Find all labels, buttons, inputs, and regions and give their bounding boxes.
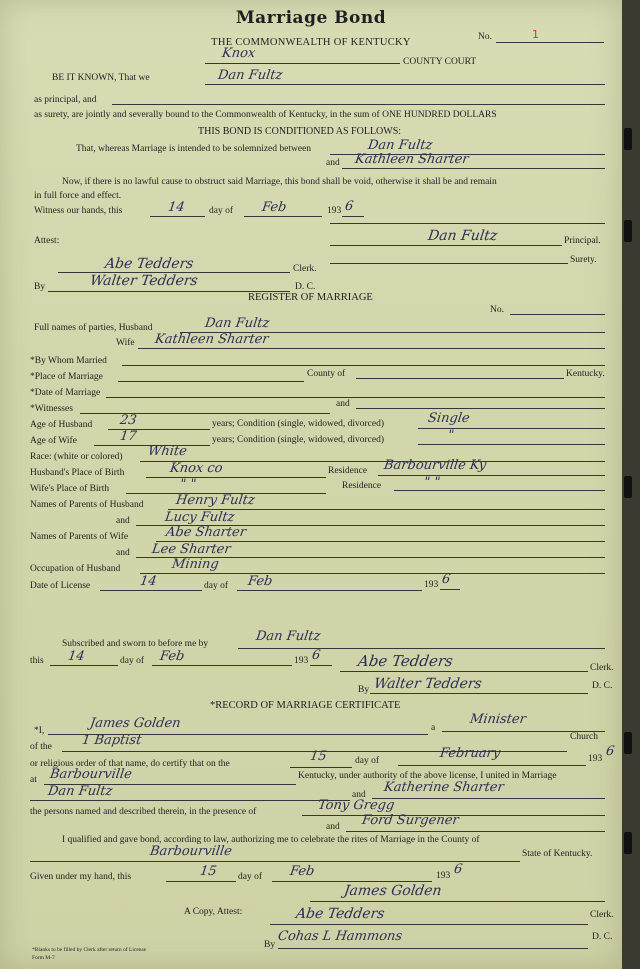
principal-label: Principal. (564, 236, 601, 246)
sworn-dc-label: D. C. (592, 681, 613, 691)
parents-husband-label: Names of Parents of Husband (30, 500, 144, 510)
sworn-clerk-label: Clerk. (590, 663, 614, 673)
cert-year-digit: 6 (604, 744, 616, 759)
given-day-of: day of (238, 872, 263, 882)
given-label: Given under my hand, this (30, 872, 132, 882)
full-force-text: in full force and effect. (34, 191, 122, 201)
witness-label: Witness our hands, this (34, 206, 123, 216)
copy-dc-label: D. C. (592, 932, 613, 942)
church-label: Church (570, 732, 598, 742)
bond-by-label: By (34, 282, 46, 292)
occupation-label: Occupation of Husband (30, 564, 121, 574)
register-heading: REGISTER OF MARRIAGE (248, 292, 373, 303)
given-month: Feb (288, 864, 316, 879)
cert-of-the-label: of the (30, 742, 52, 752)
husband-birthplace-label: Husband's Place of Birth (30, 468, 125, 478)
condition-wife-label: years; Condition (single, widowed, divorced) (212, 435, 385, 445)
sworn-year-digit: 6 (310, 648, 322, 663)
certificate-heading: *RECORD OF MARRIAGE CERTIFICATE (210, 700, 401, 711)
license-month: Feb (246, 574, 274, 589)
bond-party-one: Dan Fultz (366, 138, 434, 153)
age-husband-label: Age of Husband (30, 420, 93, 430)
sworn-this-label: this (30, 656, 44, 666)
county-name: Knox (220, 46, 257, 61)
commonwealth-heading: THE COMMONWEALTH OF KENTUCKY (211, 37, 411, 48)
kentucky-label: Kentucky. (566, 369, 605, 379)
cert-month: February (438, 746, 502, 761)
cert-witness-two: Ford Surgener (360, 813, 460, 828)
cert-witness-one: Tony Gregg (316, 798, 396, 813)
bond-clerk-label: Clerk. (293, 264, 317, 274)
bond-clerk-signature: Abe Tedders (103, 256, 195, 272)
binder-clip (624, 732, 632, 754)
place-of-marriage-label: *Place of Marriage (30, 372, 103, 382)
race-label: Race: (white or colored) (30, 452, 123, 462)
cert-place: Barbourville (48, 767, 133, 782)
conditioned-heading: THIS BOND IS CONDITIONED AS FOLLOWS: (198, 126, 402, 137)
cert-witness-and: and (326, 822, 340, 832)
copy-clerk-signature: Abe Tedders (294, 906, 386, 922)
sworn-dc-signature: Walter Tedders (372, 676, 483, 692)
sworn-name: Dan Fultz (254, 629, 322, 644)
given-year-print: 193 (436, 871, 451, 881)
surety-label: Surety. (570, 255, 597, 265)
given-day: 15 (198, 864, 218, 879)
now-if-text: Now, if there is no lawful cause to obstruct said Marriage, this bond shall be void, otherwise it shall be and remain (62, 177, 497, 187)
sworn-text: Subscribed and sworn to before me by (62, 639, 209, 649)
witness-year-print: 193 (327, 206, 342, 216)
occupation-value: Mining (170, 557, 220, 572)
cert-i-label: *I, (34, 726, 45, 736)
mother-of-wife: Lee Sharter (150, 542, 232, 557)
principal-signature: Dan Fultz (426, 228, 499, 244)
cert-county: Barbourville (148, 844, 233, 859)
copy-clerk-label: Clerk. (590, 910, 614, 920)
given-year-digit: 6 (452, 862, 464, 877)
sworn-clerk-signature: Abe Tedders (356, 652, 455, 670)
cert-day: 15 (308, 749, 328, 764)
witness-day-of: day of (209, 206, 234, 216)
license-day: 14 (138, 574, 158, 589)
surety-clause: as surety, are jointly and severally bound to the Commonwealth of Kentucky, in the sum of ONE HUNDRED DOLLARS (34, 110, 497, 120)
cert-year-print: 193 (588, 754, 603, 764)
age-husband-value: 23 (118, 413, 138, 428)
witness-month: Feb (260, 200, 288, 215)
sworn-year-print: 193 (294, 656, 309, 666)
mother-of-husband: Lucy Fultz (163, 510, 236, 525)
footnote-blanks: *Blanks to be filled by Clerk after return of License (32, 947, 147, 953)
license-day-of: day of (204, 581, 229, 591)
cert-a-label: a (431, 723, 436, 733)
qualified-text: I qualified and gave bond, according to law, authorizing me to celebrate the rites of Marriage in the County of (62, 835, 480, 845)
bond-dc-signature: Walter Tedders (88, 273, 199, 289)
wife-birthplace-label: Wife's Place of Birth (30, 484, 110, 494)
state-of-kentucky-label: State of Kentucky. (522, 849, 593, 859)
date-of-marriage-label: *Date of Marriage (30, 388, 101, 398)
husband-birthplace-value: Knox co (168, 461, 224, 476)
cert-and-label: and (352, 790, 366, 800)
residence-value-2: " " (422, 475, 442, 490)
witnesses-label: *Witnesses (30, 404, 73, 414)
copy-by-label: By (264, 940, 276, 950)
cert-bride: Katherine Sharter (382, 780, 505, 795)
copy-dc-signature: Cohas L Hammons (276, 929, 404, 944)
whereas-text: That, whereas Marriage is intended to be solemnized between (76, 144, 312, 154)
religious-order-text: or religious order of that name, do certify that on the (30, 759, 230, 769)
footnote-form: Form M-7 (32, 955, 55, 961)
copy-attest-label: A Copy, Attest: (184, 907, 243, 917)
witnesses-and-label: and (336, 399, 350, 409)
wife-birthplace-value: " " (178, 477, 198, 492)
age-wife-label: Age of Wife (30, 436, 77, 446)
as-principal-label: as principal, and (34, 95, 97, 105)
bond-number-label: No. (478, 32, 492, 42)
sworn-month: Feb (158, 649, 186, 664)
church-name: 1 Baptist (80, 733, 143, 748)
license-year-print: 193 (424, 580, 439, 590)
father-of-husband: Henry Fultz (174, 493, 256, 508)
attest-label: Attest: (34, 236, 60, 246)
cert-day-of: day of (355, 756, 380, 766)
bond-principal-name: Dan Fultz (216, 68, 284, 83)
parents-wife-label: Names of Parents of Wife (30, 532, 129, 542)
binder-clip (624, 220, 632, 242)
condition-husband-label: years; Condition (single, widowed, divorced) (212, 419, 385, 429)
binder-clip (624, 476, 632, 498)
be-it-known-label: BE IT KNOWN, That we (52, 73, 150, 83)
bond-dc-label: D. C. (295, 282, 316, 292)
residence-label-2: Residence (342, 481, 382, 491)
cert-at-label: at (30, 775, 37, 785)
condition-husband-value: Single (426, 411, 471, 426)
witness-year-digit: 6 (343, 199, 355, 214)
parents-wife-and: and (116, 548, 130, 558)
husband-name: Dan Fultz (203, 316, 271, 331)
county-of-label: County of (307, 369, 346, 379)
residence-label-1: Residence (328, 466, 368, 476)
parents-husband-and: and (116, 516, 130, 526)
wife-name: Kathleen Sharter (153, 332, 270, 347)
husband-label: Full names of parties, Husband (34, 323, 153, 333)
wife-label: Wife (116, 338, 135, 348)
register-number-label: No. (490, 305, 504, 315)
kentucky-authority-text: Kentucky, under authority of the above license, I united in Marriage (298, 771, 557, 781)
bond-party-two: Kathleen Sharter (353, 152, 470, 167)
age-wife-value: 17 (118, 429, 138, 444)
residence-value-1: Barbourville Ky (382, 458, 488, 473)
sworn-day-of: day of (120, 656, 145, 666)
bond-number-value: 1 (532, 28, 539, 41)
witness-day: 14 (166, 200, 186, 215)
father-of-wife: Abe Sharter (164, 525, 247, 540)
county-court-label: COUNTY COURT (403, 57, 477, 67)
cert-groom: Dan Fultz (46, 784, 114, 799)
condition-wife-value: " (446, 428, 456, 443)
binder-clip (624, 128, 632, 150)
persons-named-text: the persons named and described therein, in the presence of (30, 807, 257, 817)
sworn-by-label: By (358, 685, 370, 695)
document-title: Marriage Bond (235, 8, 387, 28)
sworn-day: 14 (66, 649, 86, 664)
and-label: and (326, 158, 340, 168)
race-value: White (146, 444, 188, 459)
license-year-digit: 6 (440, 572, 452, 587)
by-whom-married-label: *By Whom Married (30, 356, 107, 366)
officiant-signature: James Golden (342, 883, 443, 899)
officiant-title: Minister (468, 712, 527, 727)
license-date-label: Date of License (30, 581, 91, 591)
binder-clip (624, 832, 632, 854)
officiant-name: James Golden (88, 716, 182, 731)
